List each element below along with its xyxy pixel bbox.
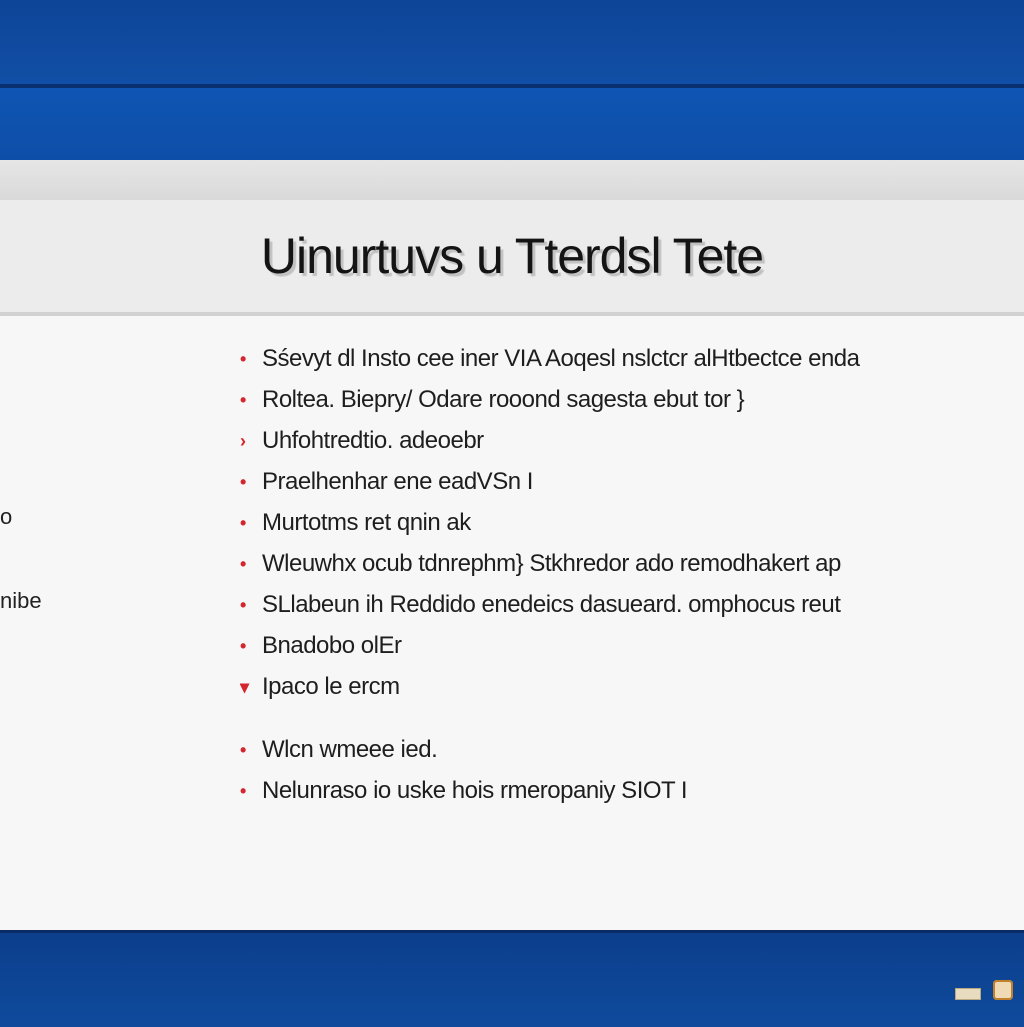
list-item-text: Ipaco le ercm — [262, 673, 400, 700]
list-item-text: Sśevyt dl Insto cee iner VIA Aoqesl nslctcr alHtbectce enda — [262, 345, 860, 372]
list-item-text: Wlcn wmeee ied. — [262, 736, 438, 763]
list-item — [240, 502, 1024, 543]
list-item-text: Nelunraso io uske hois rmeropaniy SIOT I — [262, 777, 688, 804]
list-item-text: Praelhenhar ene eadVSn I — [262, 468, 533, 495]
bullet-icon: • — [240, 636, 246, 657]
list-item — [240, 338, 1024, 379]
list-item — [240, 625, 1024, 666]
list-item-text: Roltea. Biepry/ Odare rooond sagesta ebut tor } — [262, 386, 745, 413]
left-sidebar — [0, 316, 220, 930]
bullet-icon: • — [240, 781, 246, 802]
list-item-text: Uhfohtredtio. adeoebr — [262, 427, 484, 454]
bullet-icon: • — [240, 472, 246, 493]
list-item-text: Wleuwhx ocub tdnrephm} Stkhredor ado remodhakert ap — [262, 550, 841, 577]
list-item-text: Bnadobo olEr — [262, 632, 402, 659]
bullet-icon: › — [240, 431, 246, 452]
sidebar-label: o — [0, 504, 13, 529]
sidebar-label[interactable]: nibe — [0, 588, 42, 613]
list-item-text: SLlabeun ih Reddido enedeics dasueard. omphocus reut — [262, 591, 841, 618]
desktop-top-band — [0, 0, 1024, 86]
dialog-window — [0, 160, 1024, 930]
bullet-icon: • — [240, 390, 246, 411]
list-item — [240, 584, 1024, 625]
feature-list — [240, 338, 1024, 811]
chevron-down-icon[interactable]: ▾ — [240, 677, 249, 698]
bullet-icon: • — [240, 349, 246, 370]
taskbar — [0, 930, 1024, 1027]
list-item — [240, 461, 1024, 502]
content-area — [0, 316, 1024, 930]
list-item — [240, 770, 1024, 811]
list-item-text: Murtotms ret qnin ak — [262, 509, 471, 536]
bullet-icon: • — [240, 740, 246, 761]
title-bar — [0, 88, 1024, 162]
list-item[interactable] — [240, 666, 1024, 707]
bullet-icon: • — [240, 513, 246, 534]
list-item — [240, 543, 1024, 584]
list-item — [240, 420, 1024, 461]
window-chrome-strip — [0, 160, 1024, 200]
heading-panel — [0, 200, 1024, 316]
list-item — [240, 379, 1024, 420]
page-title: Uinurtuvs u Tterdsl Tete — [260, 228, 764, 284]
tray-app-icon[interactable] — [993, 980, 1013, 1000]
bullet-icon: • — [240, 554, 246, 575]
tray-battery-icon[interactable] — [955, 988, 981, 1000]
list-item — [240, 729, 1024, 770]
bullet-icon: • — [240, 595, 246, 616]
